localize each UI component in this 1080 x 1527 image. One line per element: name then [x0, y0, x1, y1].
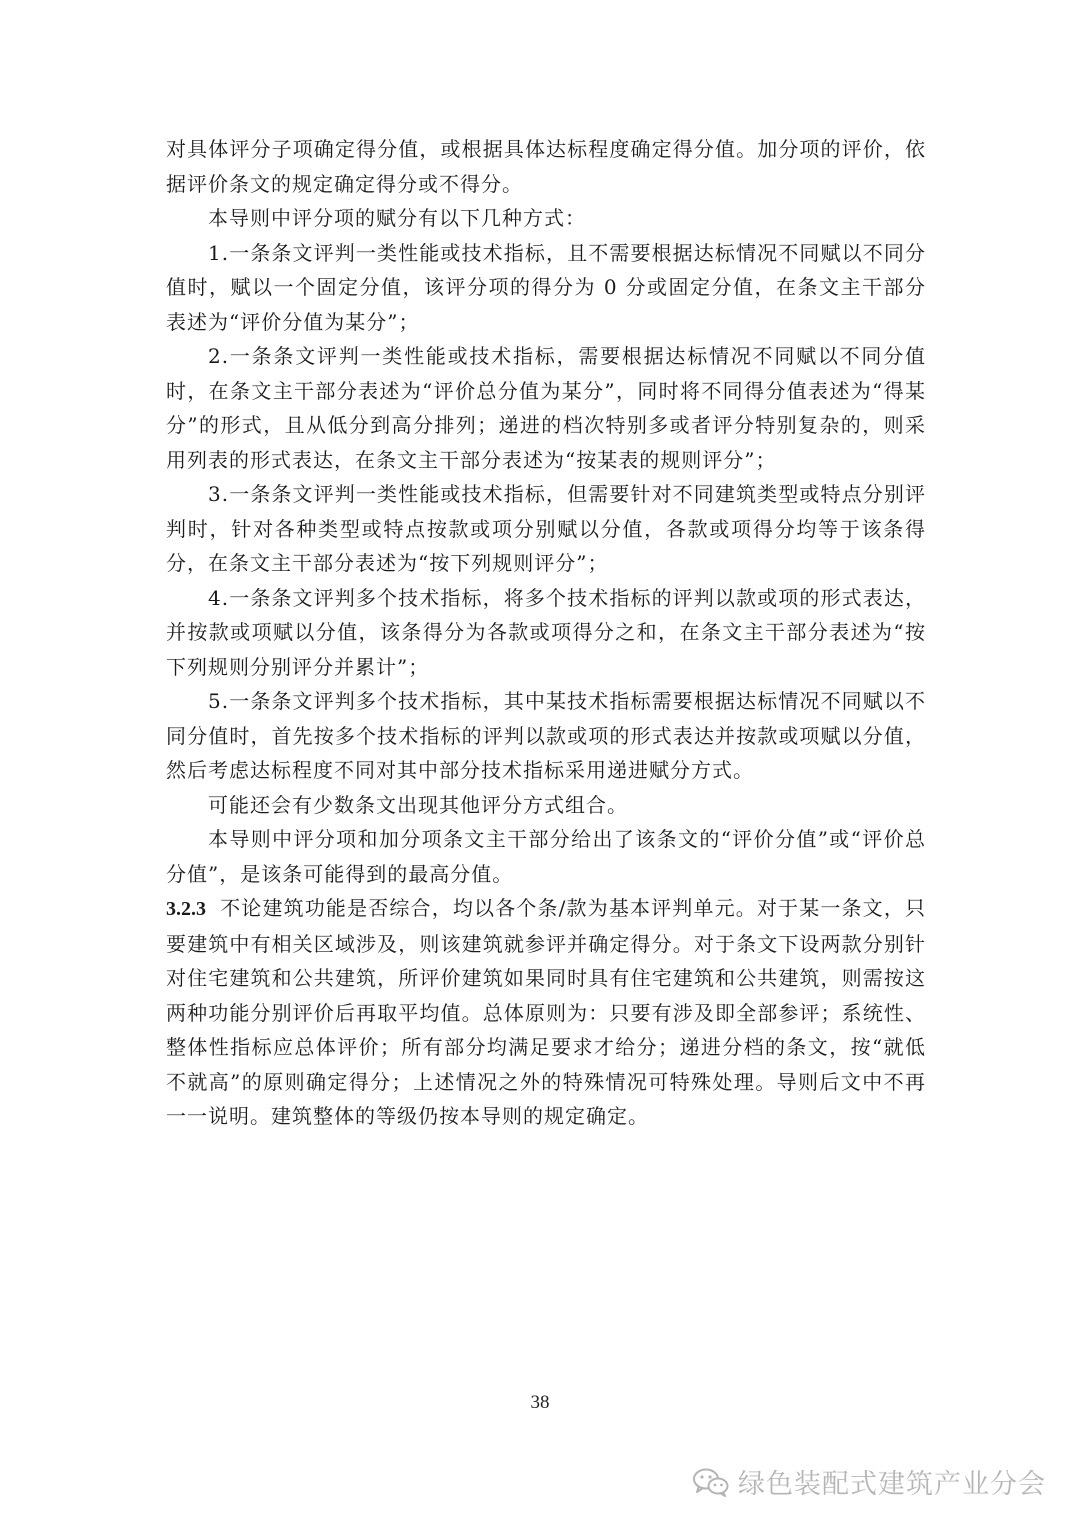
- clause-text: 不论建筑功能是否综合，均以各个条/款为基本评判单元。对于某一条文，只要建筑中有相关区域涉及，则该建筑就参评并确定得分。对于条文下设两款分别针对住宅建筑和公共建筑，所评价建筑如果同时具有住宅建筑和公共建筑，则需按这两种功能分别评价后再取平均值。总体原则为：只要有涉及即全部参评；系统性、整体性指标应总体评价；所有部分均满足要求才给分；递进分档的条文，按“就低不就高”的原则确定得分；上述情况之外的特殊情况可特殊处理。导则后文中不再一一说明。建筑整体的等级仍按本导则的规定确定。: [166, 896, 926, 1128]
- paragraph-max-score: 本导则中评分项和加分项条文主干部分给出了该条文的“评价分值”或“评价总分值”，是该条可能得到的最高分值。: [166, 827, 926, 886]
- wechat-icon: [692, 1467, 730, 1497]
- paragraph-scoring-intro: 对具体评分子项确定得分值，或根据具体达标程度确定得分值。加分项的评价，依据评价条文的规定确定得分或不得分。: [166, 137, 926, 196]
- paragraph-method-4: 4.一条条文评判多个技术指标，将多个技术指标的评判以款或项的形式表达，并按款或项赋以分值，该条得分为各款或项得分之和，在条文主干部分表述为“按下列规则分别评分并累计”；: [166, 585, 926, 679]
- paragraph-other-combinations: 可能还会有少数条文出现其他评分方式组合。: [208, 792, 628, 817]
- paragraph-scoring-methods-heading: 本导则中评分项的赋分有以下几种方式：: [208, 206, 586, 230]
- paragraph-method-3: 3.一条条文评判一类性能或技术指标，但需要针对不同建筑类型或特点分别评判时，针对各种类型或特点按款或项分别赋以分值，各款或项得分均等于该条得分，在条文主干部分表述为“按下列规则评分”；: [166, 482, 926, 575]
- clause-3-2-3: [166, 891, 926, 1134]
- paragraph-method-5: 5.一条条文评判多个技术指标，其中某技术指标需要根据达标情况不同赋以不同分值时，首先按多个技术指标的评判以款或项的形式表达并按款或项赋以分值，然后考虑达标程度不同对其中部分技术指标采用递进赋分方式。: [166, 689, 926, 782]
- watermark: [692, 1462, 1046, 1501]
- clause-number: 3.2.3: [166, 898, 206, 920]
- paragraph-method-2: 2.一条条文评判一类性能或技术指标，需要根据达标情况不同赋以不同分值时，在条文主干部分表述为“评价总分值为某分”，同时将不同得分值表述为“得某分”的形式，且从低分到高分排列；递进的档次特别多或者评分特别复杂的，则采用列表的形式表达，在条文主干部分表述为“按某表的规则评分”；: [166, 344, 926, 472]
- watermark-text: 绿色装配式建筑产业分会: [738, 1469, 1046, 1500]
- page-number: 38: [530, 1392, 550, 1413]
- paragraph-method-1: 1.一条条文评判一类性能或技术指标，且不需要根据达标情况不同赋以不同分值时，赋以一个固定分值，该评分项的得分为 0 分或固定分值，在条文主干部分表述为“评价分值为某分”；: [166, 240, 926, 334]
- page-body: [166, 132, 926, 1134]
